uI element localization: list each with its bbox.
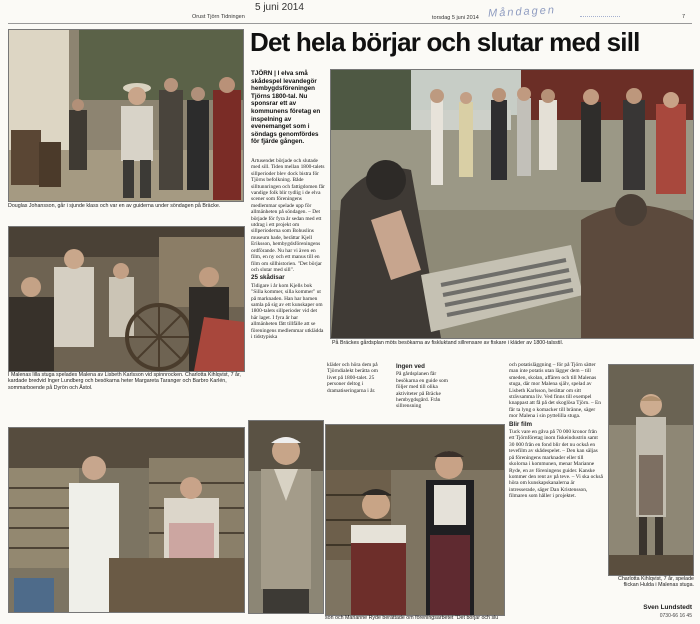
caption-mid-left: I Malenas lilla stuga spelades Malena av Lisbeth Karlsson vid spinnrocken. Charlotta Kihlqvist, 7 år, kardade bredvid Inger Lundberg och besökarna heter Margareta Taranger och Barbro Karlén, sommarboende på Dyrön och Åstol. [8,372,241,391]
left-masthead: Orust Tjörn Tidningen [192,14,245,20]
stamp-text: Måndagen [487,4,557,20]
top-rule [8,23,692,24]
photo-boy-guide [8,29,244,202]
article-column-2: kläder och höra dem på Tjörndialekt berätta om livet på 1800-talet. 25 personer deltog i dramatiseringarna i år. [327,362,378,394]
byline-phone: 0730-66 16 45 [659,613,692,619]
col4-body: och potatisläggning – för på Tjörn sätter man inte potatis utan lägger dem – till smeden, skolan, affären och till Malenas stuga, där mor Malena själv, spelad av Lisbeth Karlsson, berättar om sitt strävsamma liv. Ved finns till exempel knappast att få på det skoglösa Tjörn. – En får ta lyng o komacker till bränne, säger mor Malena i sin pyttelilla stuga. [509,362,601,420]
photo-shop [8,427,245,613]
article-column-3 [396,362,458,422]
stamp-text-2 [580,6,620,17]
col4-body2: Tuck vare en gåva på 70 000 kronor från ett Tjörnföretag inom fiskeindustrin samt 30 000 från en fond blir det nu också en tevefilm av skådespelet. – Den kan säljas på föreningens marknader eller till skolorna i kommunen, menar Marianne Ryde, en av föreningens guider. Kanske kommer den rent av på teve. – Vi ska också höra om kunskapskanalerna är intresserade, säger Dan Kristensson, filmaren som håller i projektet. [509,429,603,500]
caption-top-left: Douglas Johansson, går i sjunde klass och var en av guiderna under söndagen på Bräcke. [8,203,221,209]
col1-body2: Tidigare i år kom Kjells bok "Silla kommer, silla kommer" ut på marknaden. Han har barnen samla på sig av ett kunskaper om 1800-talets sillperioder vid det här laget. I fyra år har allmänheten fått tillfälle att se föreningens medlemmar utklädda i tidstypiska [251,282,324,340]
right-masthead: torsdag 5 juni 2014 [432,15,479,21]
article-column-1 [251,158,325,362]
photo-man-and-woman [325,424,505,616]
photo-herring-cleaning [330,69,694,339]
subheading-blir-film: Blir film [509,420,533,428]
headline: Det hela börjar och slutar med sill [250,27,640,57]
caption-bottom-right: Charlotta Kihlqvist, 7 år, spelade flickan Hulda i Malenas stuga. [618,576,694,589]
article-column-4 [509,362,603,607]
caption-main: På Bräckes gårdsplan möts besökarna av fiskluktand sillrensare av fiskare i kläder av 1800-talsstil. [332,340,564,346]
photo-girl [608,364,694,576]
byline: Sven Lundstedt [643,604,692,611]
page-number: 7 [682,14,686,20]
photo-old-man [248,420,324,614]
caption-bottom-mid: son och Marianne Ryde berättade om föreningsarbetet "Det börjar och slu [325,615,499,621]
col1-body: Årtusendet började och slutade med sill. Tiden mellan 1800-talets sillperioder blev dock bistra för Tjörns befolkning. Både silltunnringen och fattigdomen får vandige folk blir tydlig i de elva scener som föreningens medlemmar spelade upp för allmänheten på söndagen. – Det började för fyra år sedan med ett utdrag i ett projekt om sillperioderna som Bohuslins museum hade, berättar Kjell Eriksson, hembygdsföreningens ordförande. Nu har vi även en film, en ny och ett manus till en film om sillhistorien. "Det börjar och slutar med sill". [251,158,325,273]
photo-spinning-wheel [8,226,245,372]
subheading-ingen-ved: Ingen ved [396,363,425,370]
lead-paragraph: TJÖRN | I elva små skådespel levandegör hembygdsföreningen Tjörns 1800-tal. Nu sponsrar ett av kommunens företag en inspelning av evenemanget som i söndags genomfördes för fjärde gången. [251,70,321,146]
col3-body: På gårdsplanen får besökarna en guide som följer med till olika aktiviteter på Bräcke hembygdsgård. Från sillrensning [396,371,448,410]
subheading-skadisar: 25 skådisar [251,274,285,282]
handwritten-date: 5 juni 2014 [255,2,304,13]
